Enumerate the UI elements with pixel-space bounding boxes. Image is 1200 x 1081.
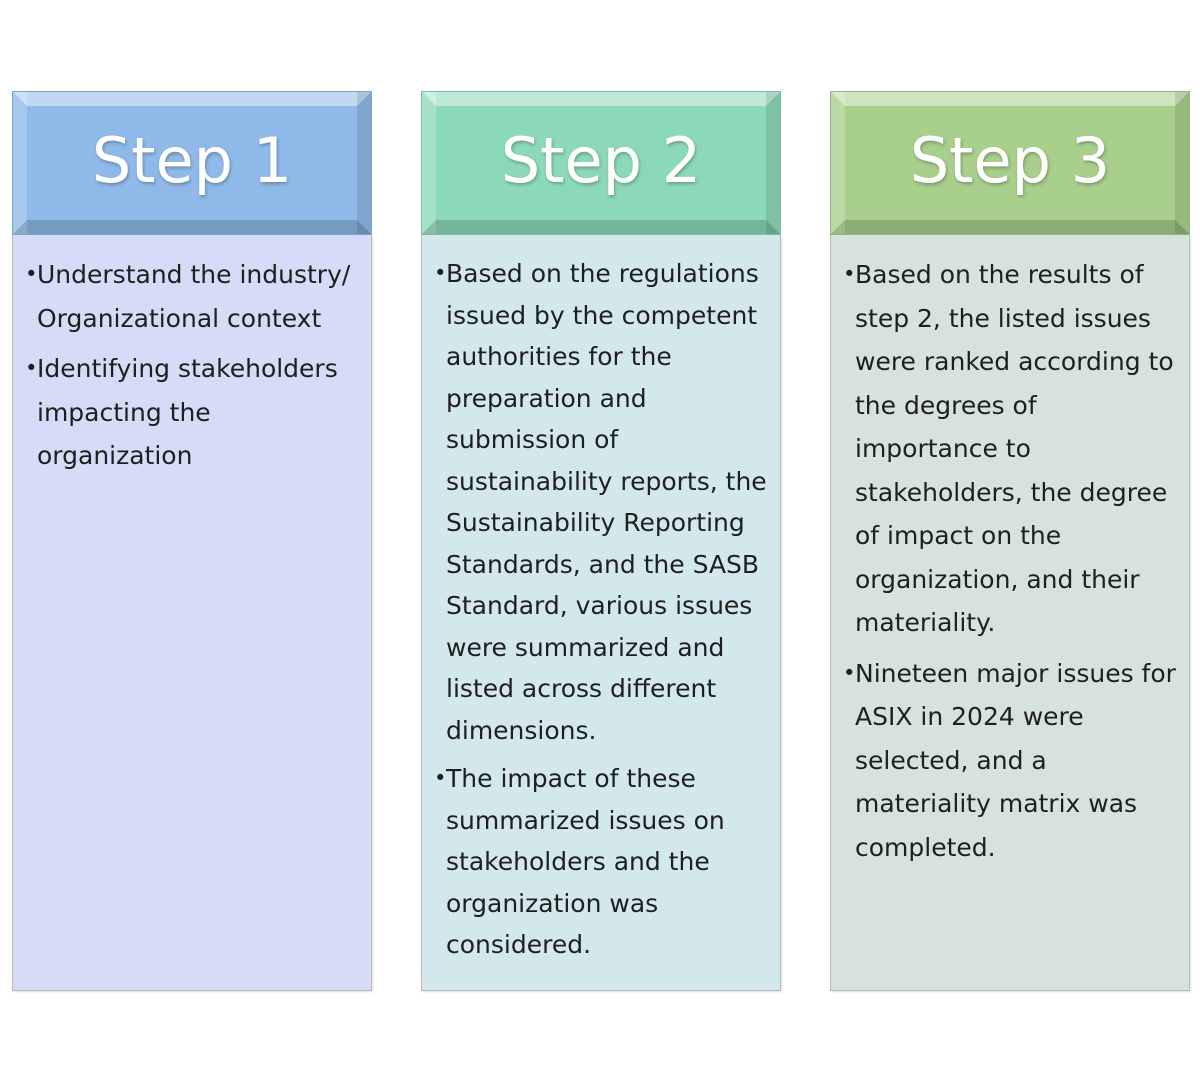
step-3-title: Step 3	[909, 124, 1111, 197]
step-2-column	[421, 91, 781, 991]
step-2-bullet-list	[436, 253, 770, 973]
step-2-body	[421, 235, 781, 991]
step-1-body	[12, 235, 372, 991]
step-3-body	[830, 235, 1190, 991]
step-2-title: Step 2	[500, 124, 702, 197]
step-1-header	[12, 91, 372, 235]
step-1-title: Step 1	[91, 124, 293, 197]
step-3-bullet-2: • Nineteen major issues for ASIX in 2024 were selected, and a materiality matrix was completed.	[845, 652, 1179, 870]
step-1-column	[12, 91, 372, 991]
step-2-bullet-1: • Based on the regulations issued by the competent authorities for the preparation and submission of sustainability reports, the Sustainability Reporting Standards, and the SASB Standard, various issues were summarized and listed across different dimensions.	[436, 253, 770, 751]
step-2-bullet-2: • The impact of these summarized issues on stakeholders and the organization was considered.	[436, 758, 770, 966]
step-3-bullet-list	[845, 253, 1179, 876]
step-3-bullet-1: • Based on the results of step 2, the listed issues were ranked according to the degrees of importance to stakeholders, the degree of impact on the organization, and their materiality.	[845, 253, 1179, 645]
step-3-header	[830, 91, 1190, 235]
step-3-column	[830, 91, 1190, 991]
step-1-bullet-list	[27, 253, 361, 485]
step-2-header	[421, 91, 781, 235]
step-1-bullet-2: • Identifying stakeholders impacting the organization	[27, 347, 361, 478]
step-1-bullet-1: • Understand the industry/ Organizational context	[27, 253, 361, 340]
